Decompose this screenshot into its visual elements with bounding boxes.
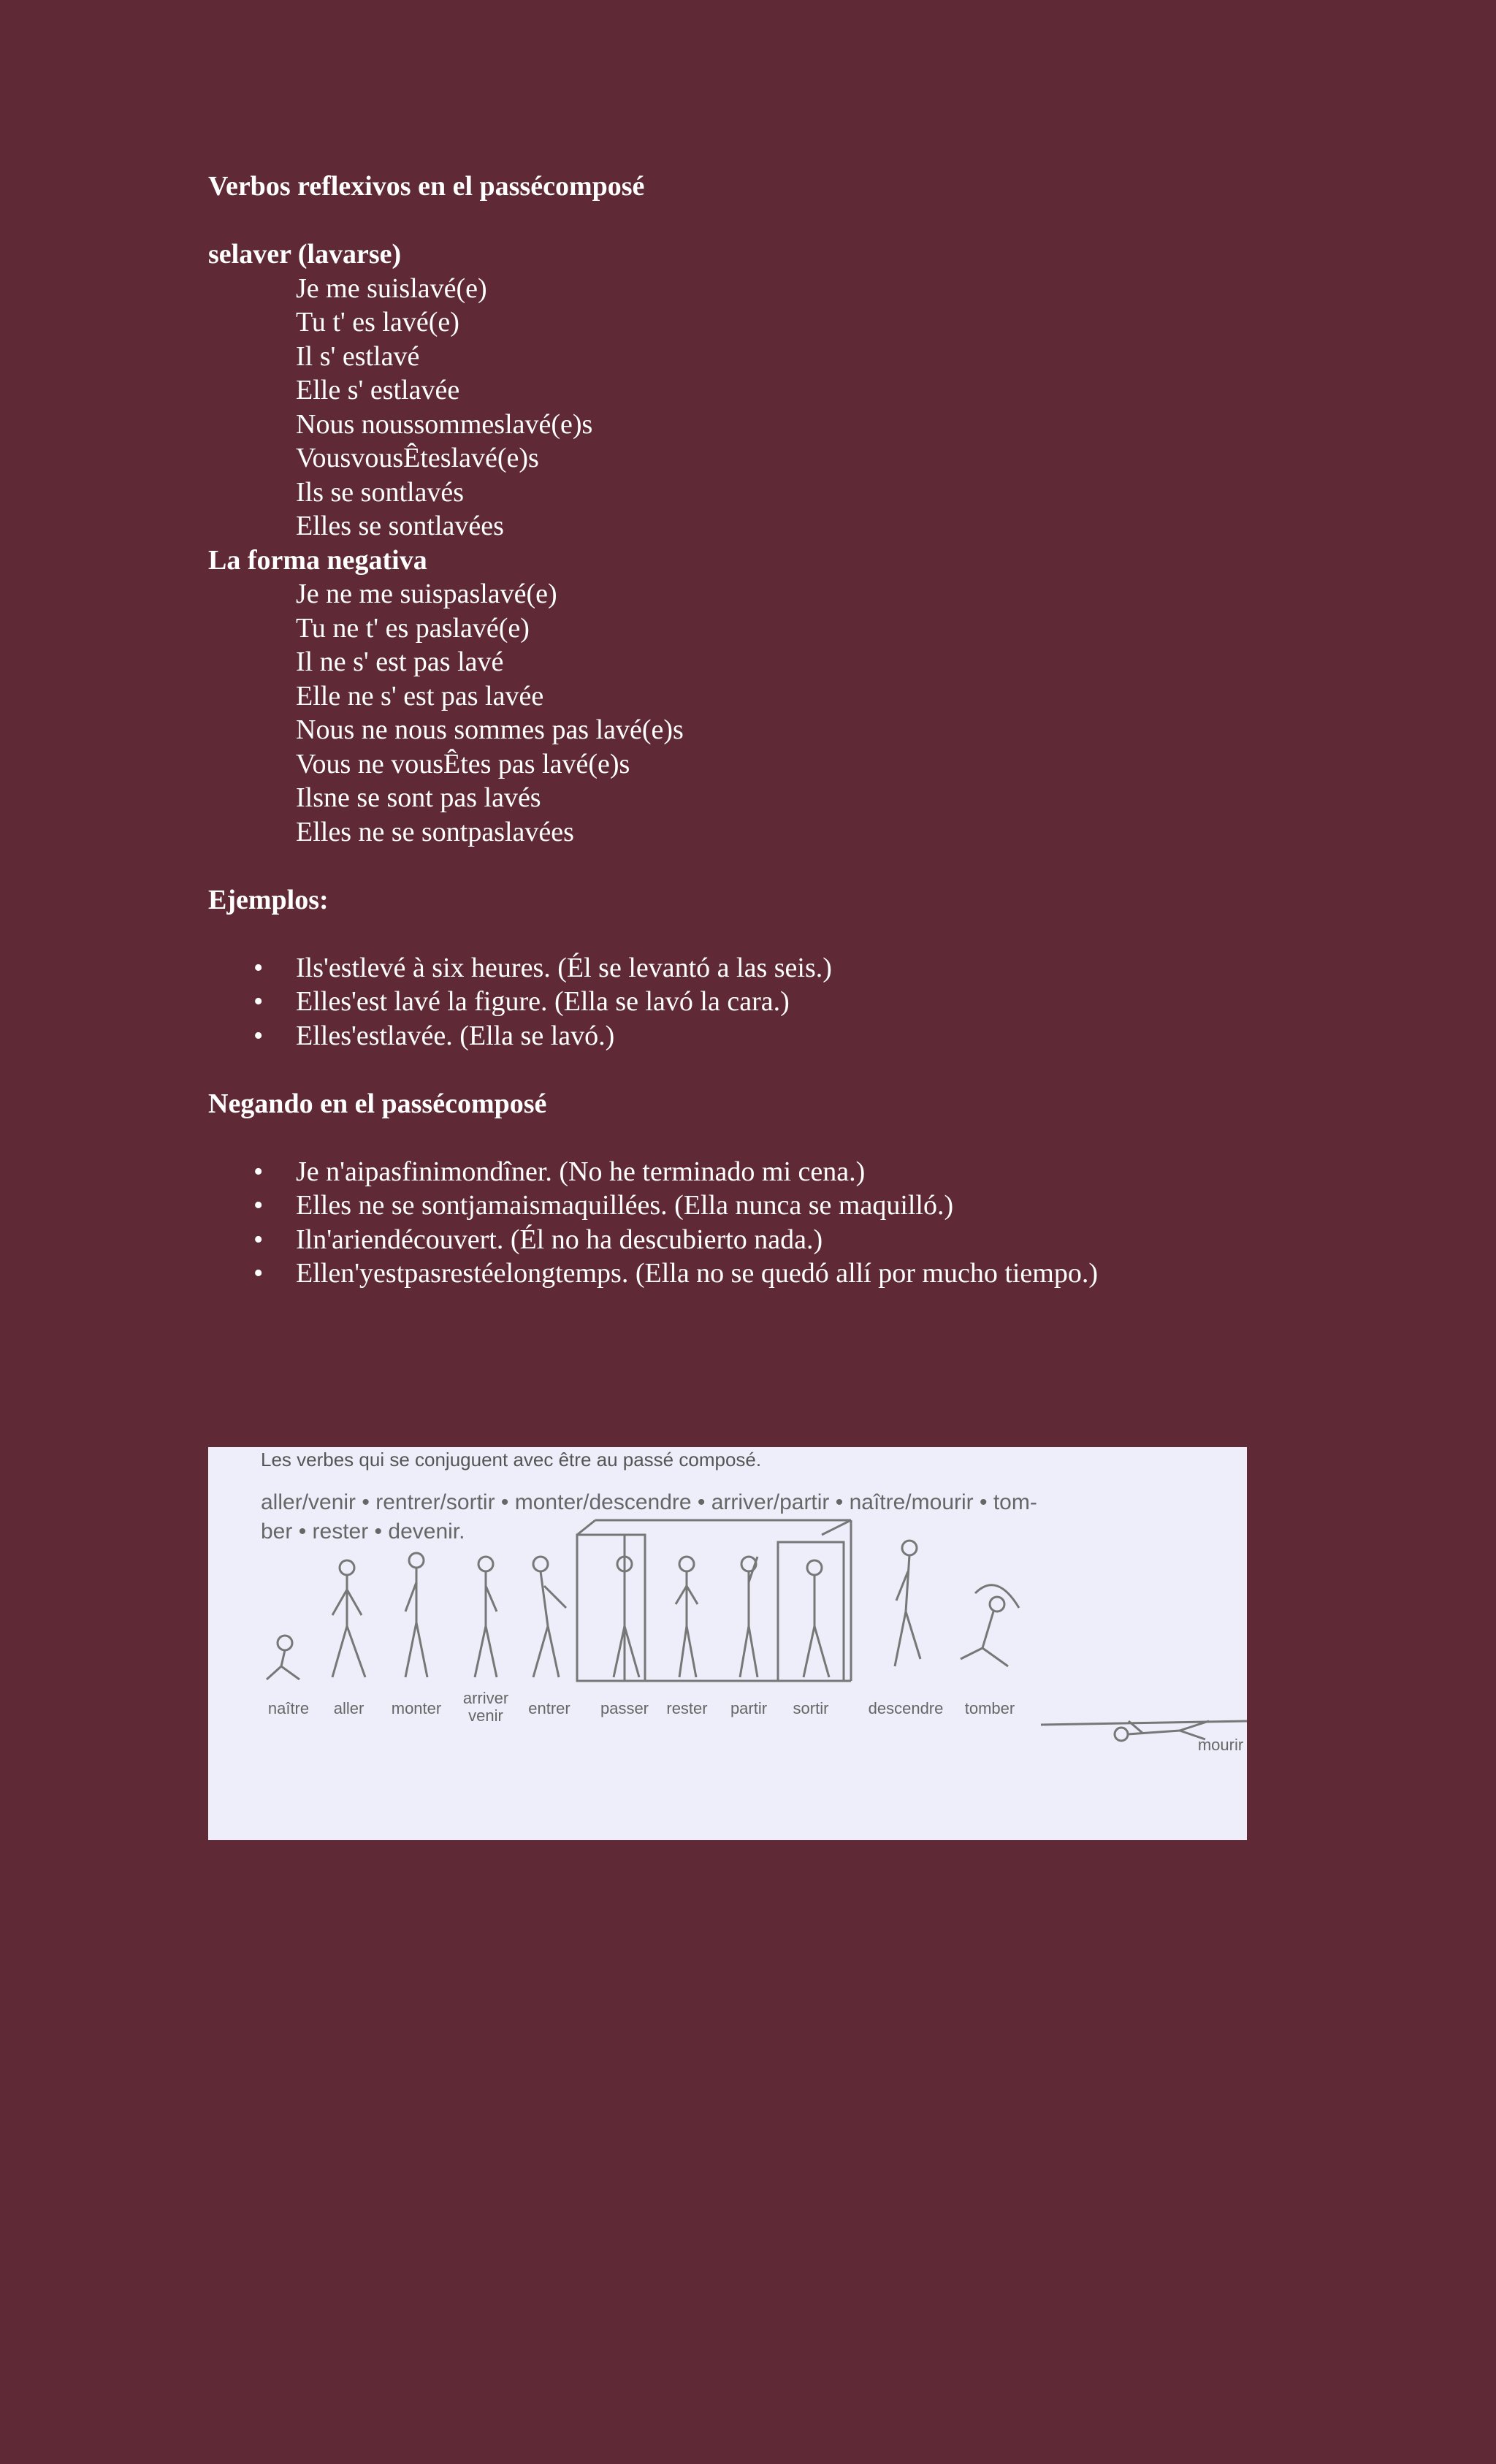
negative-line: Nous ne nous sommes pas lavé(e)s — [296, 714, 684, 745]
caption-partir: partir — [730, 1699, 768, 1717]
person-icon — [475, 1557, 497, 1677]
conjugation-line: Elles se sontlavées — [296, 511, 504, 541]
negative-line: Ilsne se sont pas lavés — [296, 782, 541, 813]
list-item — [208, 1189, 1304, 1223]
figure-verbs-line: ber • rester • devenir. — [261, 1519, 465, 1544]
conjugation-line: Elle s' estlavée — [296, 375, 460, 405]
person-icon — [804, 1560, 829, 1677]
examples-heading: Ejemplos: — [208, 884, 329, 915]
person-icon — [614, 1557, 639, 1677]
section-heading-negative: La forma negativa — [208, 544, 427, 576]
list-item — [208, 951, 1304, 985]
negative-line: Elle ne s' est pas lavée — [296, 680, 544, 712]
document-body — [208, 169, 1304, 1291]
bullet-icon: • — [253, 1020, 264, 1051]
negative-line: Elles ne se sontpaslavées — [296, 816, 574, 847]
conjugation-line: Je me suislavé(e) — [296, 272, 487, 304]
conjugation-line: Tu t' es lavé(e) — [296, 307, 459, 337]
caption-naitre: naître — [267, 1699, 310, 1717]
negative-line: Il ne s' est pas lavé — [296, 646, 504, 677]
conjugation-line: Nous noussommeslavé(e)s — [296, 408, 593, 440]
example-text: Elles'estlavée. (Ella se lavó.) — [296, 1020, 615, 1051]
examples-list — [208, 951, 1304, 1053]
example-text: Elles'est lavé la figure. (Ella se lavó la cara.) — [296, 986, 790, 1017]
caption-passer: passer — [600, 1699, 649, 1717]
person-icon — [405, 1553, 427, 1677]
bullet-icon: • — [253, 1224, 264, 1255]
section-heading-conjugation: selaver (lavarse) — [208, 239, 402, 270]
negation-list — [208, 1155, 1304, 1291]
list-item — [208, 985, 1304, 1019]
person-icon — [267, 1636, 299, 1679]
bullet-icon: • — [253, 1156, 264, 1187]
negation-text: Ellen'yestpasrestéelongtemps. (Ella no se quedó allí por mucho tiempo.) — [296, 1258, 1099, 1289]
caption-arriver: arriver — [462, 1689, 509, 1707]
caption-tomber: tomber — [964, 1699, 1015, 1717]
conjugation-line: Il s' estlavé — [296, 340, 420, 372]
caption-aller: aller — [333, 1699, 365, 1717]
person-icon — [676, 1557, 698, 1677]
caption-sortir: sortir — [793, 1699, 829, 1717]
caption-rester: rester — [666, 1699, 708, 1717]
conjugation-line: VousvousÊteslavé(e)s — [296, 443, 539, 473]
person-icon — [332, 1560, 365, 1677]
bullet-icon: • — [253, 1190, 264, 1221]
negation-heading: Negando en el passécomposé — [208, 1088, 547, 1119]
figure-title: Les verbes qui se conjuguent avec être au passé composé. — [261, 1449, 762, 1471]
stick-figures-illustration — [208, 1447, 1247, 1840]
conjugation-line: Ils se sontlavés — [296, 476, 465, 508]
negative-line: Vous ne vousÊtes pas lavé(e)s — [296, 748, 630, 779]
caption-venir: venir — [468, 1706, 503, 1725]
caption-descendre: descendre — [868, 1699, 944, 1717]
list-item — [208, 1256, 1304, 1291]
negation-text: Elles ne se sontjamaismaquillées. (Ella nunca se maquilló.) — [296, 1190, 954, 1221]
negation-text: Iln'ariendécouvert. (Él no ha descubierto nada.) — [296, 1224, 823, 1255]
person-icon — [961, 1585, 1019, 1666]
bullet-icon: • — [253, 986, 264, 1017]
list-item — [208, 1155, 1304, 1189]
list-item — [208, 1019, 1304, 1053]
person-icon — [740, 1557, 757, 1677]
caption-mourir: mourir — [1197, 1736, 1244, 1754]
person-icon — [533, 1557, 566, 1677]
verbs-illustration — [208, 1447, 1247, 1840]
figure-verbs-line: aller/venir • rentrer/sortir • monter/descendre • arriver/partir • naître/mourir • tom- — [261, 1490, 1037, 1514]
door-frame-icon — [778, 1542, 844, 1681]
list-item — [208, 1223, 1304, 1257]
caption-monter: monter — [391, 1699, 442, 1717]
caption-entrer: entrer — [528, 1699, 570, 1717]
page-title: Verbos reflexivos en el passécomposé — [208, 171, 645, 202]
negative-line: Tu ne t' es paslavé(e) — [296, 612, 530, 644]
negation-text: Je n'aipasfinimondîner. (No he terminado mi cena.) — [296, 1156, 866, 1187]
negative-line: Je ne me suispaslavé(e) — [296, 579, 557, 609]
example-text: Ils'estlevé à six heures. (Él se levantó a las seis.) — [296, 952, 832, 983]
bullet-icon: • — [253, 952, 264, 983]
bullet-icon: • — [253, 1258, 264, 1289]
person-icon — [895, 1541, 920, 1666]
